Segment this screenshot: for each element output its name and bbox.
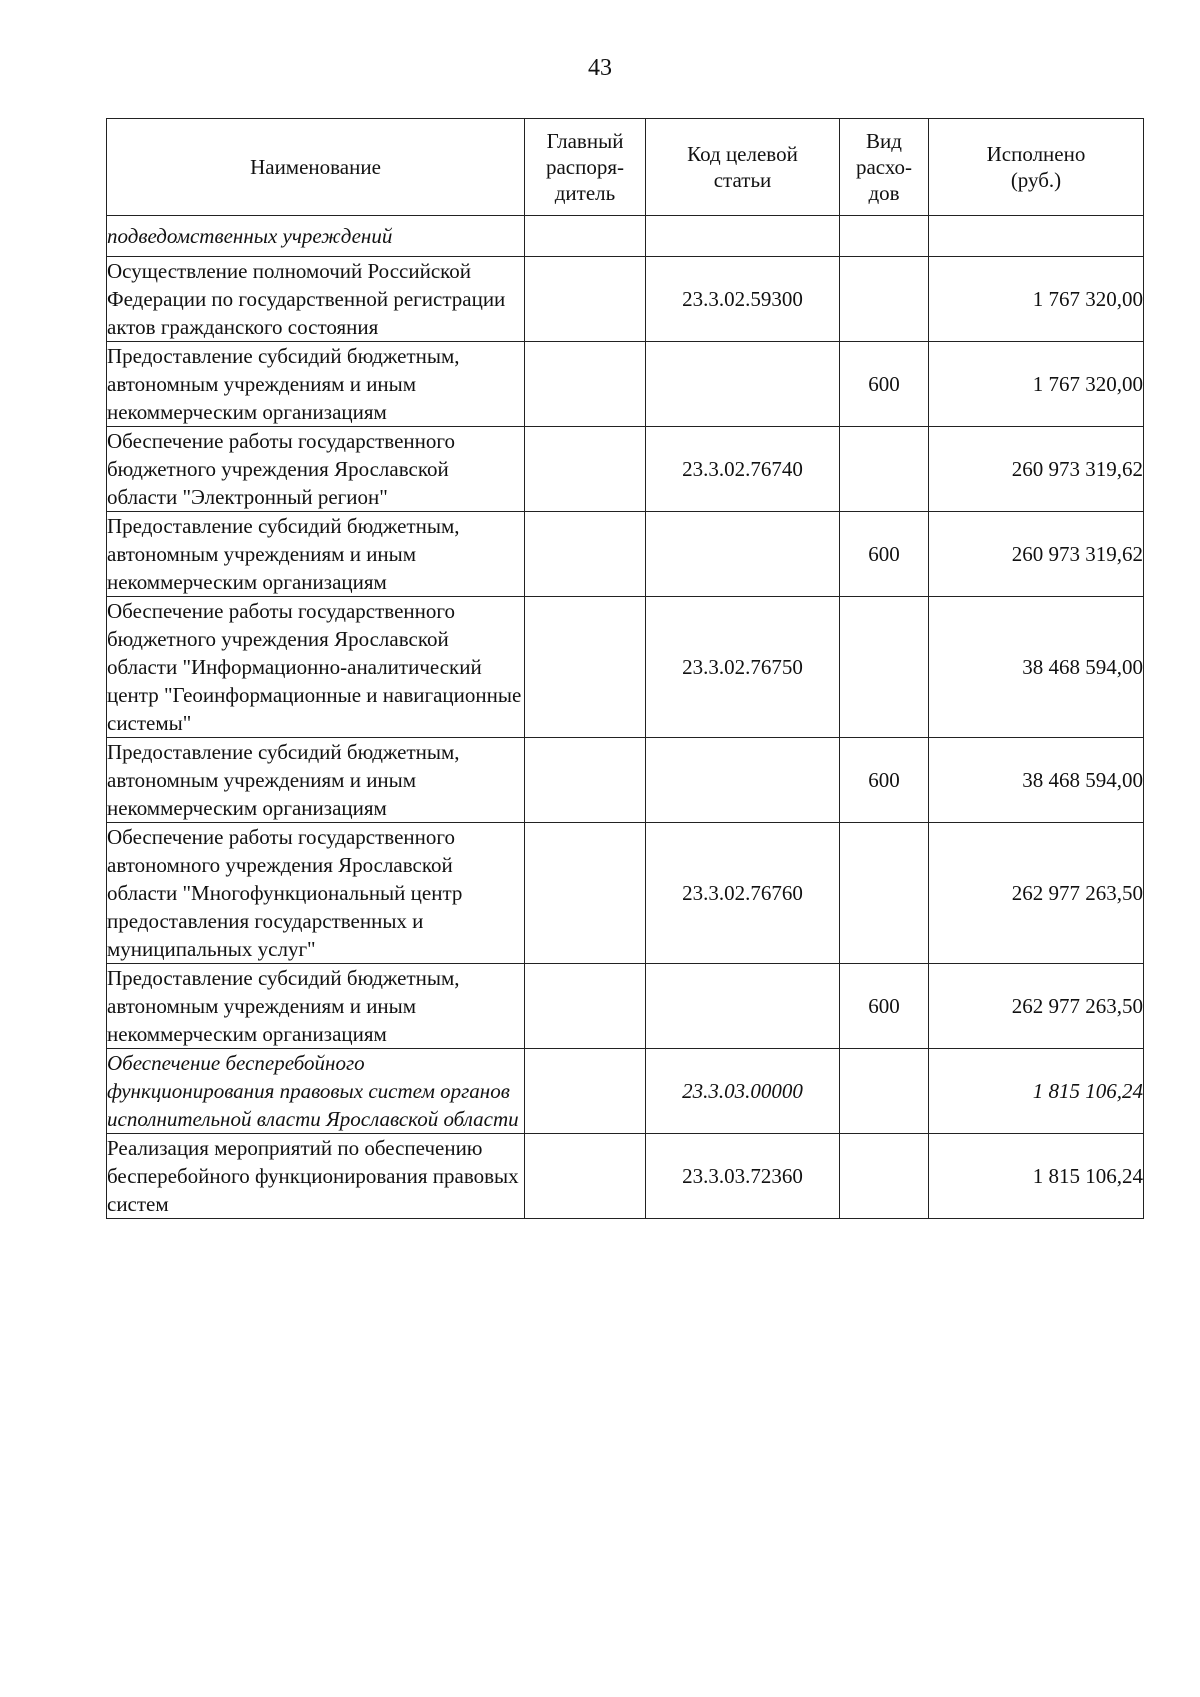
table-row [107,216,1144,257]
row-amount: 260 973 319,62 [929,512,1144,597]
row-manager [525,738,646,823]
row-amount: 38 468 594,00 [929,738,1144,823]
row-type [840,427,929,512]
row-manager [525,597,646,738]
table-row [107,1134,1144,1219]
row-name: Предоставление субсидий бюджетным, автономным учреждениям и иным некоммерческим организациям [107,342,525,427]
row-amount: 262 977 263,50 [929,823,1144,964]
row-amount: 1 767 320,00 [929,342,1144,427]
row-type [840,597,929,738]
table-row [107,427,1144,512]
row-amount: 260 973 319,62 [929,427,1144,512]
row-amount [929,216,1144,257]
table-row [107,738,1144,823]
row-manager [525,427,646,512]
row-type [840,1134,929,1219]
table-row [107,597,1144,738]
row-manager [525,1134,646,1219]
row-code: 23.3.02.76760 [646,823,840,964]
row-code: 23.3.02.76740 [646,427,840,512]
row-code [646,342,840,427]
row-name: Обеспечение бесперебойного функционирования правовых систем органов исполнительной власти Ярославской области [107,1049,525,1134]
row-manager [525,216,646,257]
table-row [107,257,1144,342]
row-code: 23.3.03.72360 [646,1134,840,1219]
header-type: Вид расхо-дов [840,119,929,216]
row-code: 23.3.02.76750 [646,597,840,738]
row-name: Реализация мероприятий по обеспечению бесперебойного функционирования правовых систем [107,1134,525,1219]
header-manager: Главный распоря-дитель [525,119,646,216]
row-manager [525,1049,646,1134]
row-type [840,257,929,342]
page-number: 43 [588,55,612,81]
row-code [646,512,840,597]
row-name: Предоставление субсидий бюджетным, автономным учреждениям и иным некоммерческим организациям [107,738,525,823]
table-row [107,342,1144,427]
row-code [646,216,840,257]
row-manager [525,964,646,1049]
row-name: Обеспечение работы государственного бюджетного учреждения Ярославской области "Информационно-аналитический центр "Геоинформационные и навигационные системы" [107,597,525,738]
row-type: 600 [840,512,929,597]
row-manager [525,257,646,342]
row-amount: 1 815 106,24 [929,1134,1144,1219]
row-amount: 1 767 320,00 [929,257,1144,342]
table-row [107,1049,1144,1134]
row-amount: 1 815 106,24 [929,1049,1144,1134]
row-type: 600 [840,964,929,1049]
header-code: Код целевой статьи [646,119,840,216]
header-name: Наименование [107,119,525,216]
budget-execution-table [106,118,1144,1219]
row-name: Обеспечение работы государственного автономного учреждения Ярославской области "Многофункциональный центр предоставления государственных и муниципальных услуг" [107,823,525,964]
row-amount: 38 468 594,00 [929,597,1144,738]
header-amount: Исполнено (руб.) [929,119,1144,216]
row-name: Предоставление субсидий бюджетным, автономным учреждениям и иным некоммерческим организациям [107,964,525,1049]
row-code: 23.3.03.00000 [646,1049,840,1134]
table-header-row [107,119,1144,216]
row-type [840,216,929,257]
row-type [840,1049,929,1134]
row-manager [525,512,646,597]
row-name: Предоставление субсидий бюджетным, автономным учреждениям и иным некоммерческим организациям [107,512,525,597]
row-code [646,964,840,1049]
row-code: 23.3.02.59300 [646,257,840,342]
row-name: подведомственных учреждений [107,216,525,257]
table-row [107,512,1144,597]
row-amount: 262 977 263,50 [929,964,1144,1049]
table-row [107,964,1144,1049]
row-type: 600 [840,342,929,427]
row-code [646,738,840,823]
row-type: 600 [840,738,929,823]
row-name: Обеспечение работы государственного бюджетного учреждения Ярославской области "Электронный регион" [107,427,525,512]
table-row [107,823,1144,964]
row-manager [525,823,646,964]
row-type [840,823,929,964]
row-manager [525,342,646,427]
row-name: Осуществление полномочий Российской Федерации по государственной регистрации актов гражданского состояния [107,257,525,342]
